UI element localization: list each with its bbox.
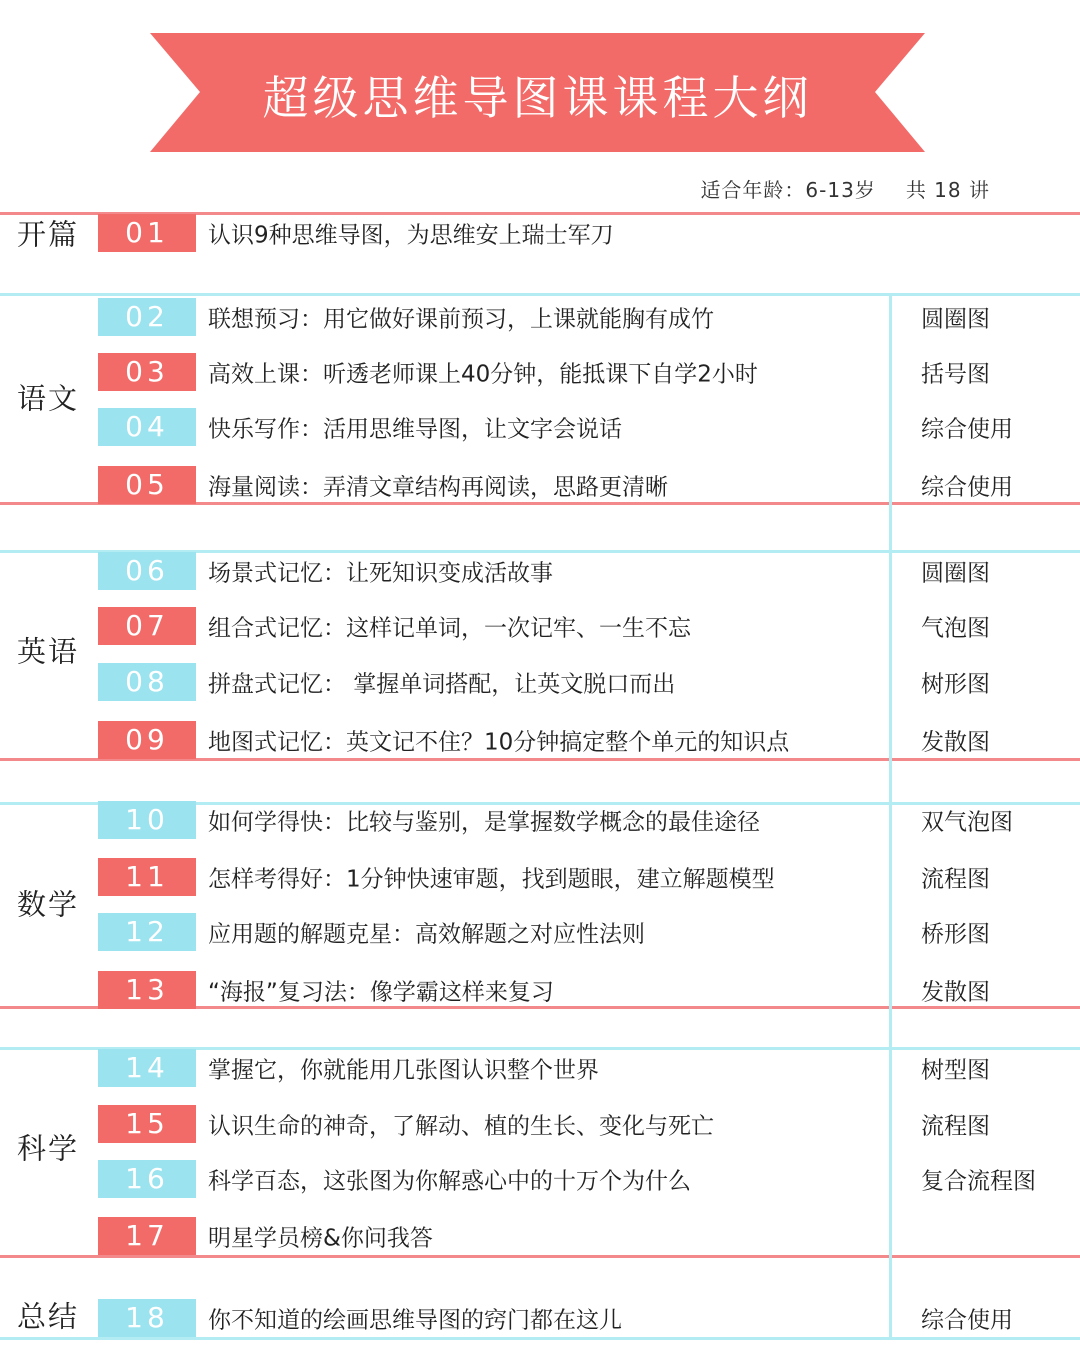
section-label: 总结 xyxy=(17,1299,80,1334)
lesson-number-badge: 14 xyxy=(98,1049,196,1087)
lesson-number-badge: 05 xyxy=(98,466,196,504)
section-label: 数学 xyxy=(17,887,80,922)
lesson-number-badge: 15 xyxy=(98,1105,196,1143)
lesson-title: 高效上课：听透老师课上40分钟，能抵课下自学2小时 xyxy=(208,361,758,388)
divider-line xyxy=(0,1255,1080,1258)
lesson-number-badge: 18 xyxy=(98,1299,196,1337)
lesson-map-type: 发散图 xyxy=(921,729,990,756)
lesson-title: 海量阅读：弄清文章结构再阅读，思路更清晰 xyxy=(208,474,668,501)
lesson-map-type: 树形图 xyxy=(921,671,990,698)
lesson-number-badge: 09 xyxy=(98,721,196,759)
lesson-number-badge: 16 xyxy=(98,1160,196,1198)
lesson-title: “海报”复习法：像学霸这样来复习 xyxy=(208,979,554,1006)
section-label: 开篇 xyxy=(17,217,80,252)
lesson-number-badge: 11 xyxy=(98,858,196,896)
lesson-map-type: 圆圈图 xyxy=(921,306,990,333)
lesson-title: 认识9种思维导图，为思维安上瑞士军刀 xyxy=(208,222,614,249)
lesson-map-type: 流程图 xyxy=(921,1113,990,1140)
lesson-number-badge: 08 xyxy=(98,663,196,701)
lesson-map-type: 综合使用 xyxy=(921,416,1013,443)
lesson-number-badge: 13 xyxy=(98,971,196,1009)
lesson-title: 场景式记忆：让死知识变成活故事 xyxy=(208,560,553,587)
lesson-map-type: 桥形图 xyxy=(921,921,990,948)
lesson-title: 快乐写作：活用思维导图，让文字会说话 xyxy=(208,416,622,443)
lesson-map-type: 复合流程图 xyxy=(921,1168,1036,1195)
lesson-number-badge: 07 xyxy=(98,607,196,645)
lesson-count: 共 18 讲 xyxy=(905,178,990,202)
divider-line xyxy=(0,293,1080,296)
lesson-map-type: 气泡图 xyxy=(921,615,990,642)
lesson-number-badge: 06 xyxy=(98,552,196,590)
lesson-title: 科学百态，这张图为你解惑心中的十万个为什么 xyxy=(208,1168,691,1195)
lesson-map-type: 圆圈图 xyxy=(921,560,990,587)
lesson-title: 认识生命的神奇，了解动、植的生长、变化与死亡 xyxy=(208,1113,714,1140)
lesson-map-type: 综合使用 xyxy=(921,474,1013,501)
column-divider xyxy=(889,293,892,1339)
lesson-title: 应用题的解题克星：高效解题之对应性法则 xyxy=(208,921,645,948)
lesson-number-badge: 12 xyxy=(98,913,196,951)
lesson-title: 明星学员榜&你问我答 xyxy=(208,1225,433,1252)
lesson-title: 掌握它，你就能用几张图认识整个世界 xyxy=(208,1057,599,1084)
lesson-title: 你不知道的绘画思维导图的窍门都在这儿 xyxy=(208,1307,622,1334)
lesson-number-badge: 04 xyxy=(98,408,196,446)
lesson-map-type: 发散图 xyxy=(921,979,990,1006)
age-range: 适合年龄：6-13岁 xyxy=(700,178,876,202)
lesson-map-type: 流程图 xyxy=(921,866,990,893)
lesson-map-type: 树型图 xyxy=(921,1057,990,1084)
section-label: 语文 xyxy=(17,381,80,416)
lesson-number-badge: 02 xyxy=(98,298,196,336)
lesson-title: 怎样考得好：1分钟快速审题，找到题眼，建立解题模型 xyxy=(208,866,775,893)
lesson-number-badge: 03 xyxy=(98,353,196,391)
lesson-title: 拼盘式记忆： 掌握单词搭配，让英文脱口而出 xyxy=(208,671,676,698)
section-label: 英语 xyxy=(17,634,80,669)
lesson-title: 如何学得快：比较与鉴别，是掌握数学概念的最佳途径 xyxy=(208,809,760,836)
lesson-number-badge: 10 xyxy=(98,801,196,839)
lesson-title: 联想预习：用它做好课前预习，上课就能胸有成竹 xyxy=(208,306,714,333)
page-title: 超级思维导图课课程大纲 xyxy=(262,71,813,125)
lesson-number-badge: 01 xyxy=(98,214,196,252)
lesson-map-type: 双气泡图 xyxy=(921,809,1013,836)
lesson-map-type: 括号图 xyxy=(921,361,990,388)
course-meta xyxy=(670,174,990,203)
lesson-number-badge: 17 xyxy=(98,1217,196,1255)
lesson-title: 地图式记忆：英文记不住？10分钟搞定整个单元的知识点 xyxy=(208,729,790,756)
divider-line xyxy=(0,1337,1080,1340)
lesson-map-type: 综合使用 xyxy=(921,1307,1013,1334)
section-label: 科学 xyxy=(17,1131,80,1166)
lesson-title: 组合式记忆：这样记单词，一次记牢、一生不忘 xyxy=(208,615,691,642)
